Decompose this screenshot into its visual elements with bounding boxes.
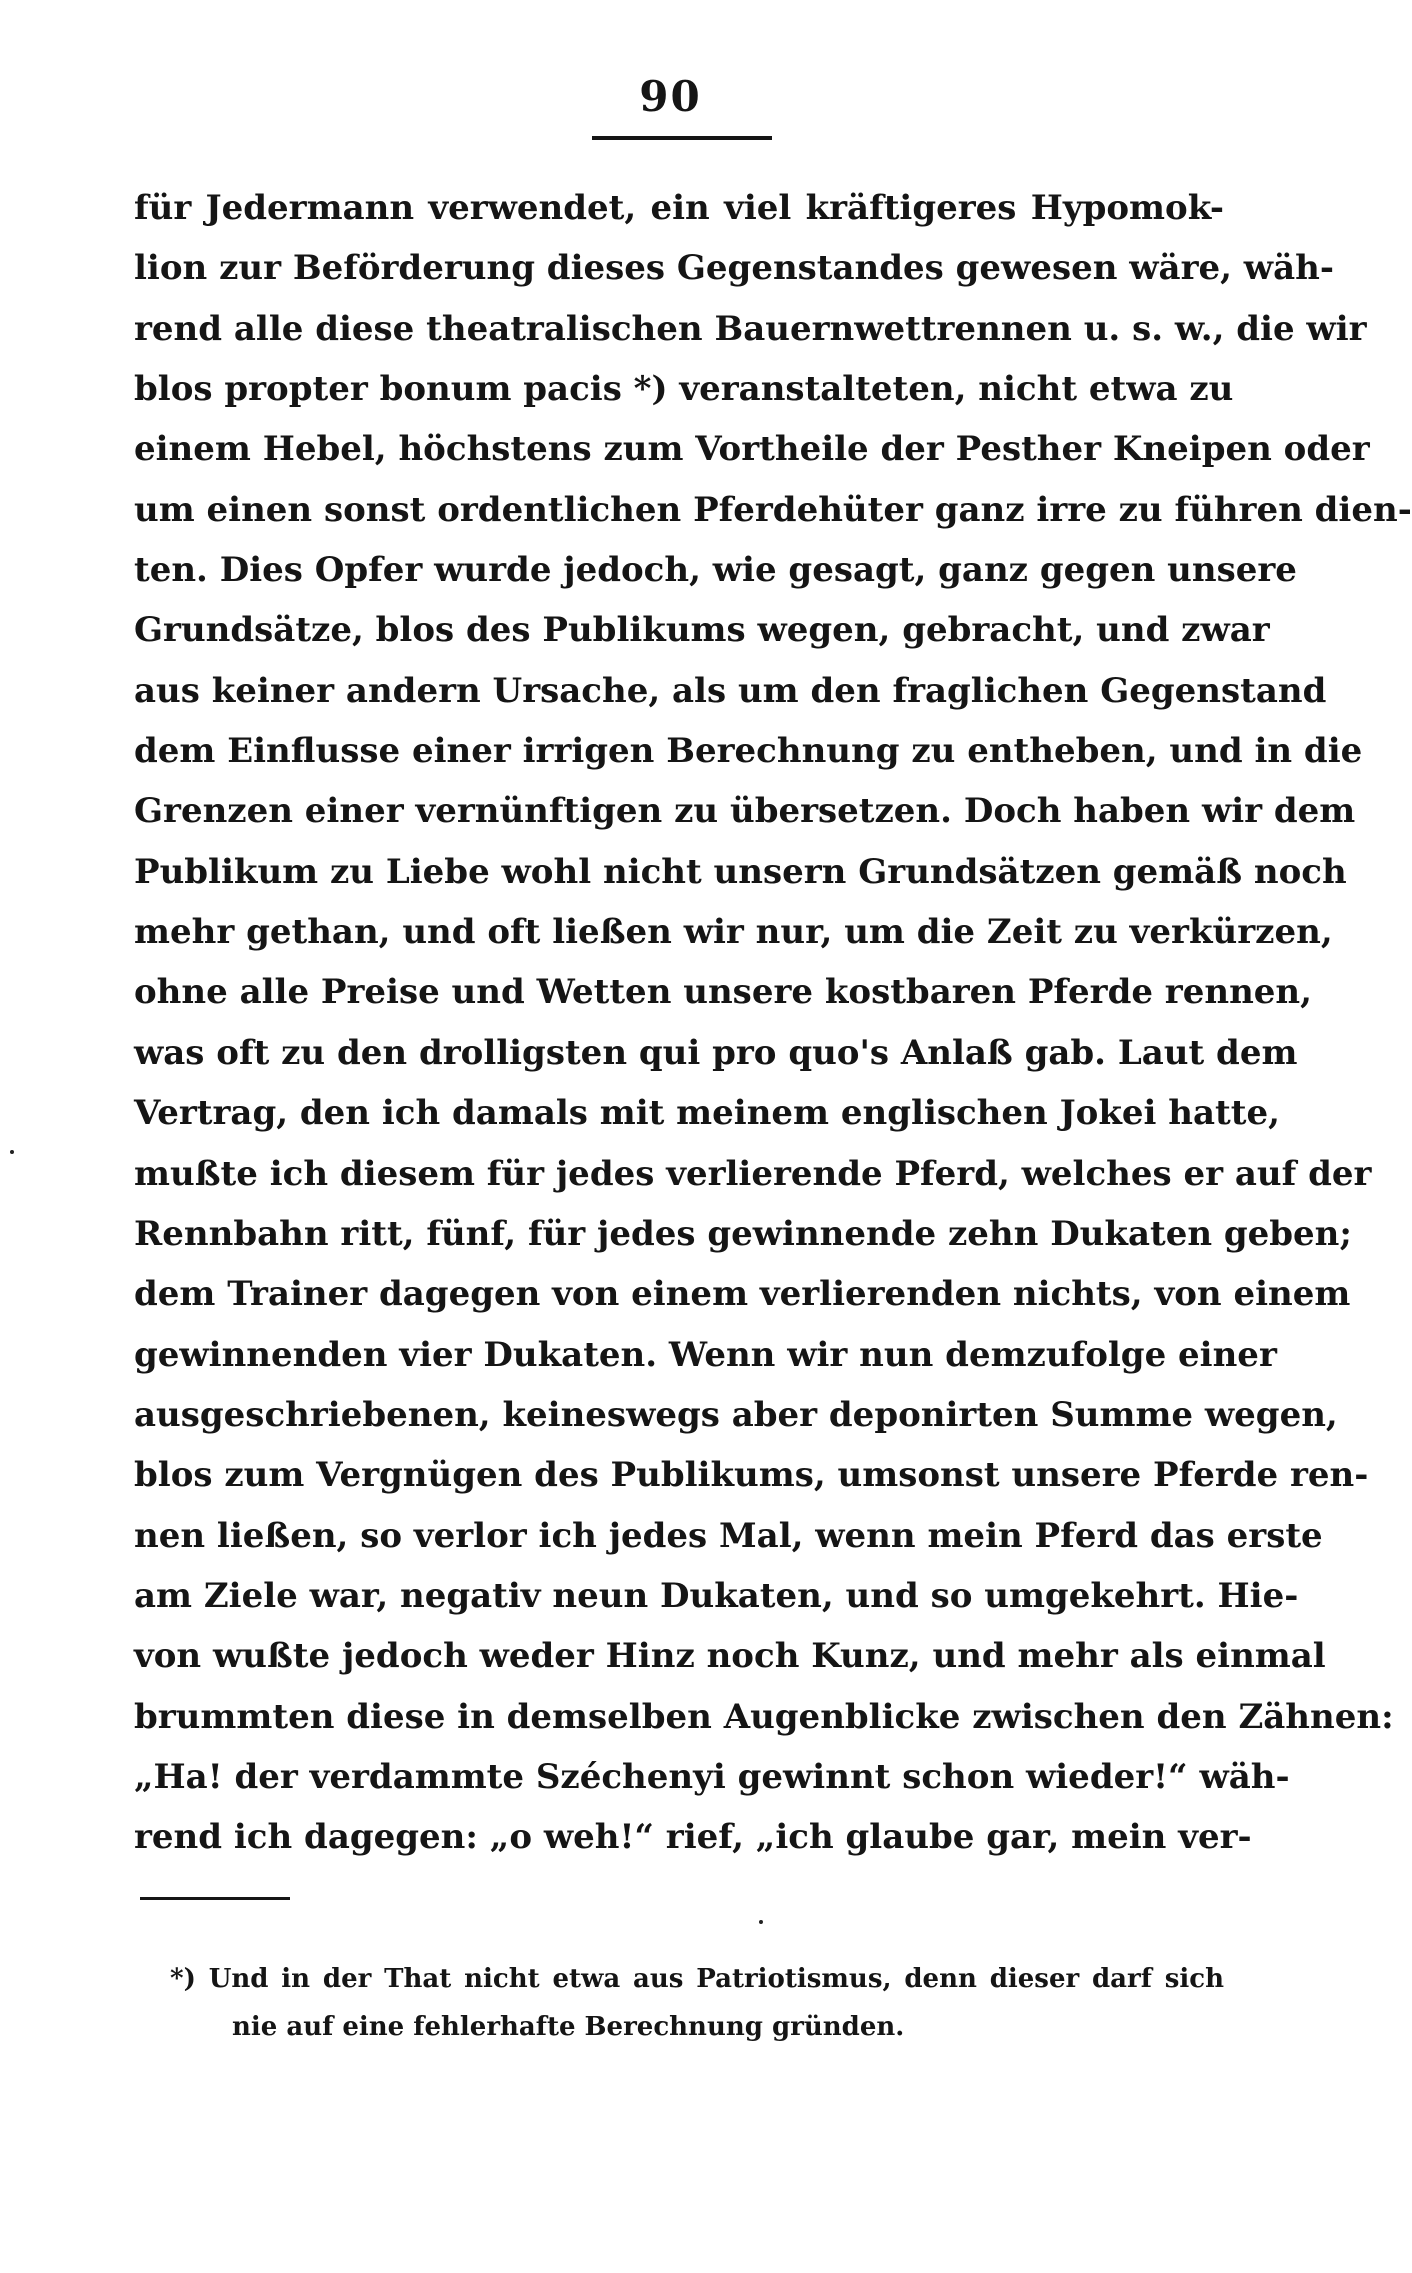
text-line: blos zum Vergnügen des Publikums, umsonst unsere Pferde ren-	[134, 1455, 1369, 1496]
text-line: rend ich dagegen: „o weh!“ rief, „ich glaube gar, mein ver-	[134, 1817, 1252, 1858]
text-line: ohne alle Preise und Wetten unsere kostbaren Pferde rennen,	[134, 972, 1312, 1013]
text-line: lion zur Beförderung dieses Gegenstandes gewesen wäre, wäh-	[134, 248, 1334, 289]
text-line: mehr gethan, und oft ließen wir nur, um die Zeit zu verkürzen,	[134, 912, 1333, 953]
text-line: ten. Dies Opfer wurde jedoch, wie gesagt, ganz gegen unsere	[134, 550, 1297, 591]
text-line: von wußte jedoch weder Hinz noch Kunz, und mehr als einmal	[134, 1636, 1326, 1677]
footnote	[170, 1955, 1224, 2051]
text-line: einem Hebel, höchstens zum Vortheile der Pesther Kneipen oder	[134, 429, 1370, 470]
text-line: rend alle diese theatralischen Bauernwettrennen u. s. w., die wir	[134, 308, 1367, 349]
text-line: nen ließen, so verlor ich jedes Mal, wenn mein Pferd das erste	[134, 1515, 1323, 1556]
text-line: brummten diese in demselben Augenblicke zwischen den Zähnen:	[134, 1696, 1394, 1737]
text-line: um einen sonst ordentlichen Pferdehüter ganz irre zu führen dien-	[134, 489, 1412, 530]
text-line: dem Trainer dagegen von einem verlierenden nichts, von einem	[134, 1274, 1351, 1315]
text-line: Vertrag, den ich damals mit meinem englischen Jokei hatte,	[134, 1093, 1280, 1134]
text-line: am Ziele war, negativ neun Dukaten, und so umgekehrt. Hie-	[134, 1575, 1299, 1616]
text-line: „Ha! der verdammte Széchenyi gewinnt schon wieder!“ wäh-	[134, 1756, 1290, 1797]
text-line: Publikum zu Liebe wohl nicht unsern Grundsätzen gemäß noch	[134, 851, 1347, 892]
page-number-rule	[592, 136, 772, 140]
text-line: Grenzen einer vernünftigen zu übersetzen. Doch haben wir dem	[134, 791, 1356, 832]
text-line: ausgeschriebenen, keineswegs aber deponirten Summe wegen,	[134, 1394, 1338, 1435]
text-line: was oft zu den drolligsten qui pro quo's Anlaß gab. Laut dem	[134, 1032, 1298, 1073]
ink-speck	[10, 1150, 14, 1154]
text-line: mußte ich diesem für jedes verlierende Pferd, welches er auf der	[134, 1153, 1372, 1194]
text-line: Rennbahn ritt, fünf, für jedes gewinnende zehn Dukaten geben;	[134, 1213, 1352, 1254]
text-line: aus keiner andern Ursache, als um den fraglichen Gegenstand	[134, 670, 1327, 711]
footnote-line: nie auf eine fehlerhafte Berechnung gründen.	[232, 2012, 905, 2042]
main-text	[134, 178, 1412, 1868]
text-line: gewinnenden vier Dukaten. Wenn wir nun demzufolge einer	[134, 1334, 1277, 1375]
text-line: blos propter bonum pacis *) veranstalteten, nicht etwa zu	[134, 369, 1234, 410]
text-line: Grundsätze, blos des Publikums wegen, gebracht, und zwar	[134, 610, 1270, 651]
ink-speck	[759, 1920, 763, 1924]
text-line: für Jedermann verwendet, ein viel kräftigeres Hypomok-	[134, 188, 1224, 228]
text-line: dem Einflusse einer irrigen Berechnung zu entheben, und in die	[134, 731, 1363, 772]
footnote-line: *) Und in der That nicht etwa aus Patriotismus, denn dieser darf sich	[170, 1964, 1224, 1994]
page-number: 90	[639, 72, 702, 121]
footnote-separator	[140, 1897, 290, 1900]
